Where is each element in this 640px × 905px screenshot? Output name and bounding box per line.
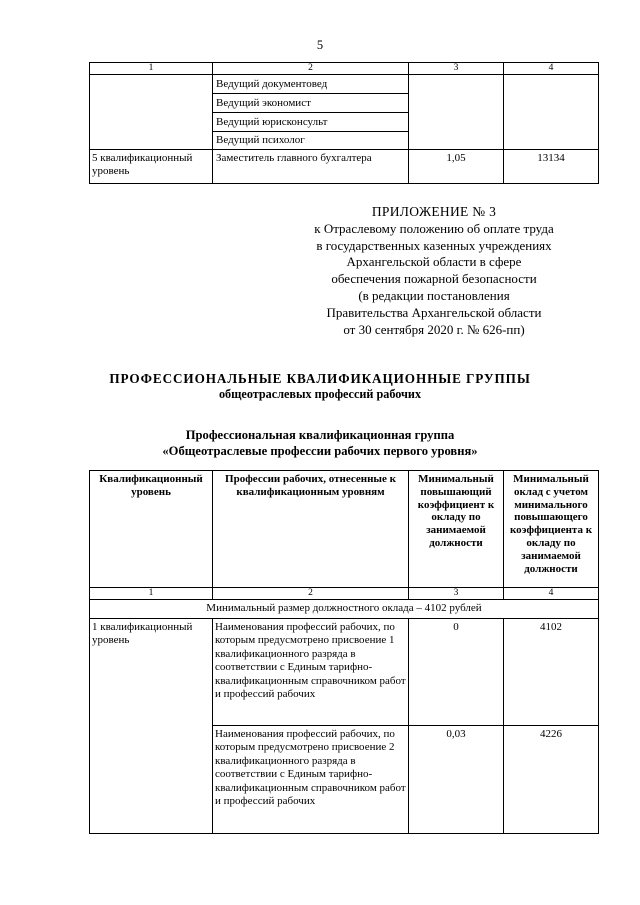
salary-cell: 13134	[504, 150, 599, 184]
table-row	[90, 75, 599, 94]
appendix-line: (в редакции постановления	[358, 287, 510, 303]
position-cell: Ведущий психолог	[213, 132, 409, 150]
appendix-title: ПРИЛОЖЕНИЕ № 3	[371, 204, 497, 219]
column-number: 2	[213, 588, 409, 600]
coef-cell: 0,03	[409, 726, 504, 834]
appendix-line: обеспечения пожарной безопасности	[331, 271, 537, 287]
level-cell: 1 квалификационный уровень	[90, 619, 213, 834]
coef-cell: 1,05	[409, 150, 504, 184]
table-header-row	[90, 471, 599, 588]
profession-cell: Наименования профессий рабочих, по которым предусмотрено присвоение 2 квалификационного разряда в соответствии с Единым тарифно-квалификационным справочником работ и профессий рабочих	[213, 726, 409, 834]
section-subtitle: общеотраслевых профессий рабочих	[218, 387, 422, 401]
appendix-block	[274, 204, 594, 338]
appendix-line: в государственных казенных учреждениях	[316, 237, 552, 253]
column-number: 3	[409, 63, 504, 75]
header-level: Квалификационный уровень	[90, 471, 213, 588]
profession-cell: Наименования профессий рабочих, по которым предусмотрено присвоение 1 квалификационного разряда в соответствии с Единым тарифно-квалификационным справочником работ и профессий рабочих	[213, 619, 409, 726]
appendix-line: Архангельской области в сфере	[346, 254, 522, 270]
coef-cell: 0	[409, 619, 504, 726]
header-salary: Минимальный оклад с учетом минимального повышающего коэффициента к окладу по занимаемой должности	[504, 471, 599, 588]
page-number: 5	[316, 38, 324, 52]
level-cell-empty	[90, 75, 213, 150]
min-salary-text: Минимальный размер должностного оклада – 4102 рублей	[90, 600, 599, 619]
table-column-numbers	[90, 588, 599, 600]
position-cell: Заместитель главного бухгалтера	[213, 150, 409, 184]
column-number: 3	[409, 588, 504, 600]
column-number: 1	[90, 588, 213, 600]
continued-table	[89, 62, 599, 184]
column-number: 4	[504, 588, 599, 600]
position-cell: Ведущий юрисконсульт	[213, 113, 409, 132]
appendix-line: от 30 сентября 2020 г. № 626-пп)	[343, 321, 525, 337]
coef-cell-empty	[409, 75, 504, 150]
column-number: 1	[90, 63, 213, 75]
table-column-numbers	[90, 63, 599, 75]
group-title: Профессиональная квалификационная группа	[185, 428, 455, 442]
group-name: «Общеотраслевые профессии рабочих первого уровня»	[162, 444, 478, 458]
salary-cell: 4102	[504, 619, 599, 726]
header-coef: Минимальный повышающий коэффициент к окладу по занимаемой должности	[409, 471, 504, 588]
salary-cell-empty	[504, 75, 599, 150]
min-salary-row	[90, 600, 599, 619]
level-cell: 5 квалификационный уровень	[90, 150, 213, 184]
position-cell: Ведущий экономист	[213, 94, 409, 113]
column-number: 2	[213, 63, 409, 75]
salary-cell: 4226	[504, 726, 599, 834]
appendix-line: к Отраслевому положению об оплате труда	[314, 220, 554, 236]
qualification-table	[89, 470, 599, 834]
appendix-line: Правительства Архангельской области	[326, 304, 542, 320]
table-row	[90, 150, 599, 184]
column-number: 4	[504, 63, 599, 75]
section-title: ПРОФЕССИОНАЛЬНЫЕ КВАЛИФИКАЦИОННЫЕ ГРУППЫ	[109, 371, 531, 386]
position-cell: Ведущий документовед	[213, 75, 409, 94]
table-row	[90, 619, 599, 726]
header-profession: Профессии рабочих, отнесенные к квалификационным уровням	[213, 471, 409, 588]
